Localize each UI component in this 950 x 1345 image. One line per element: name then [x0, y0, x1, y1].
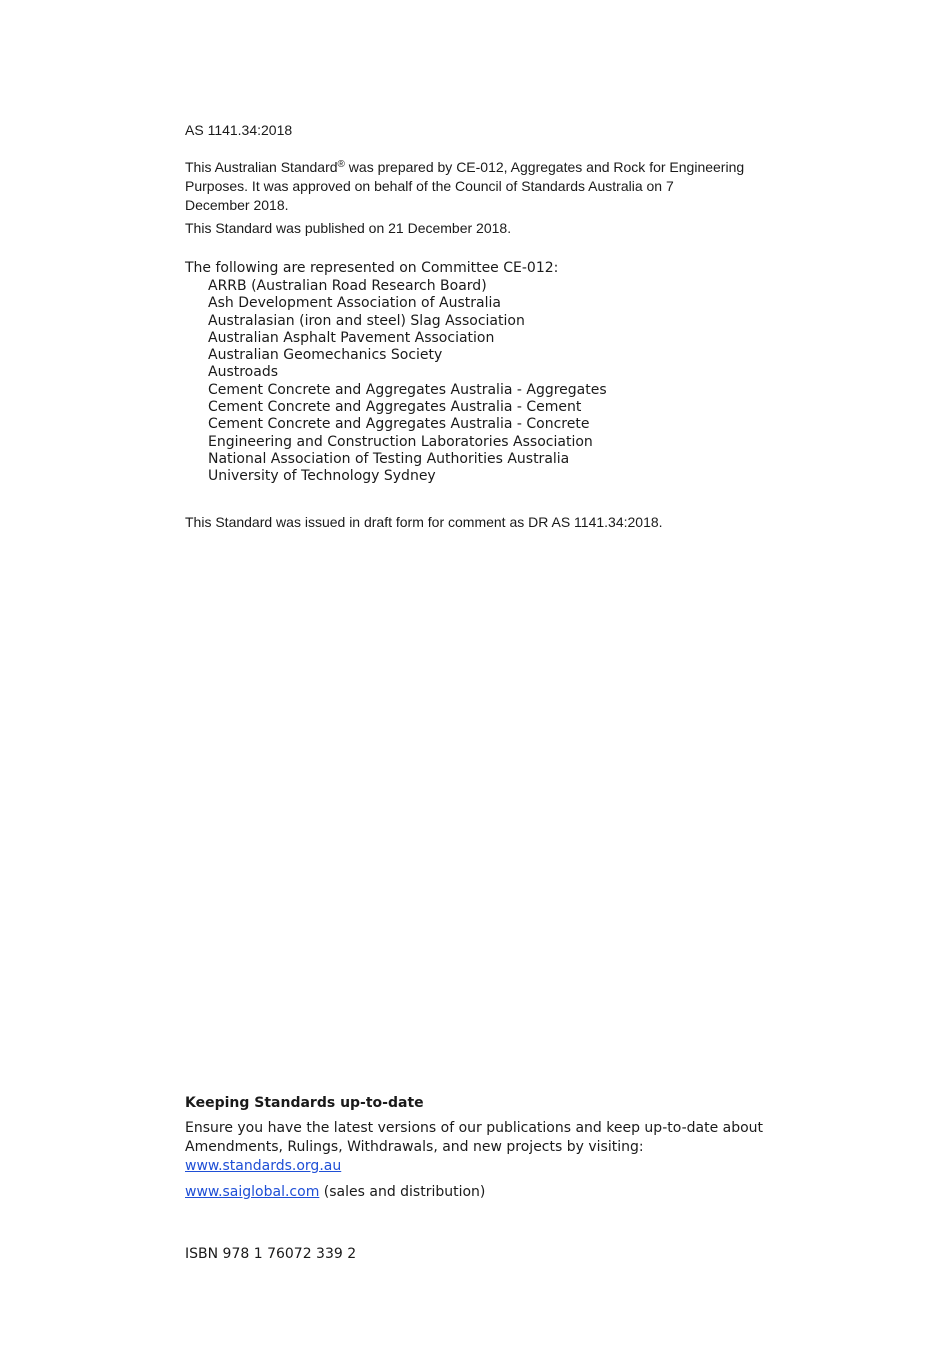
- keeping-heading: Keeping Standards up-to-date: [185, 1095, 424, 1111]
- committee-member: Ash Development Association of Australia: [208, 295, 501, 312]
- committee-member: Cement Concrete and Aggregates Australia - Cement: [208, 399, 582, 416]
- preparation-line-1-rest: was prepared by CE-012, Aggregates and Rock for Engineering: [344, 159, 745, 175]
- draft-note: This Standard was issued in draft form for comment as DR AS 1141.34:2018.: [185, 514, 663, 530]
- committee-member: Australian Geomechanics Society: [208, 347, 443, 364]
- standards-website-link[interactable]: www.standards.org.au: [185, 1158, 342, 1174]
- committee-intro: The following are represented on Committee CE-012:: [185, 260, 559, 276]
- isbn: ISBN 978 1 76072 339 2: [185, 1246, 357, 1262]
- preparation-line-3: December 2018.: [185, 197, 289, 213]
- preparation-line-1: [185, 155, 775, 177]
- preparation-line-2: Purposes. It was approved on behalf of the Council of Standards Australia on 7: [185, 178, 674, 194]
- preparation-statement: [185, 155, 775, 215]
- committee-member: Engineering and Construction Laboratories Association: [208, 433, 593, 450]
- standards-link-line: [185, 1157, 775, 1176]
- keeping-line-1: Ensure you have the latest versions of our publications and keep up-to-date about: [185, 1120, 764, 1136]
- keeping-up-to-date-section: [185, 1094, 775, 1202]
- committee-member-list: [185, 278, 775, 486]
- saiglobal-website-link[interactable]: www.saiglobal.com: [185, 1184, 320, 1200]
- saiglobal-link-line: [185, 1183, 775, 1202]
- committee-member: Cement Concrete and Aggregates Australia - Concrete: [208, 416, 590, 433]
- committee-member: National Association of Testing Authorities Australia: [208, 450, 570, 467]
- committee-member: ARRB (Australian Road Research Board): [208, 278, 487, 294]
- standard-id: AS 1141.34:2018: [185, 122, 293, 138]
- saiglobal-suffix: (sales and distribution): [319, 1184, 486, 1200]
- committee-member: Australian Asphalt Pavement Association: [208, 329, 495, 346]
- registered-mark: ®: [337, 159, 345, 170]
- committee-section: [185, 258, 775, 486]
- committee-member: Austroads: [208, 364, 279, 381]
- committee-member: Cement Concrete and Aggregates Australia - Aggregates: [208, 381, 607, 398]
- preparation-line-1-start: This Australian Standard: [185, 159, 338, 175]
- committee-member: University of Technology Sydney: [208, 468, 436, 485]
- committee-member: Australasian (iron and steel) Slag Association: [208, 312, 525, 329]
- publication-statement: This Standard was published on 21 December 2018.: [185, 220, 512, 236]
- keeping-line-2: Amendments, Rulings, Withdrawals, and new projects by visiting:: [185, 1139, 644, 1155]
